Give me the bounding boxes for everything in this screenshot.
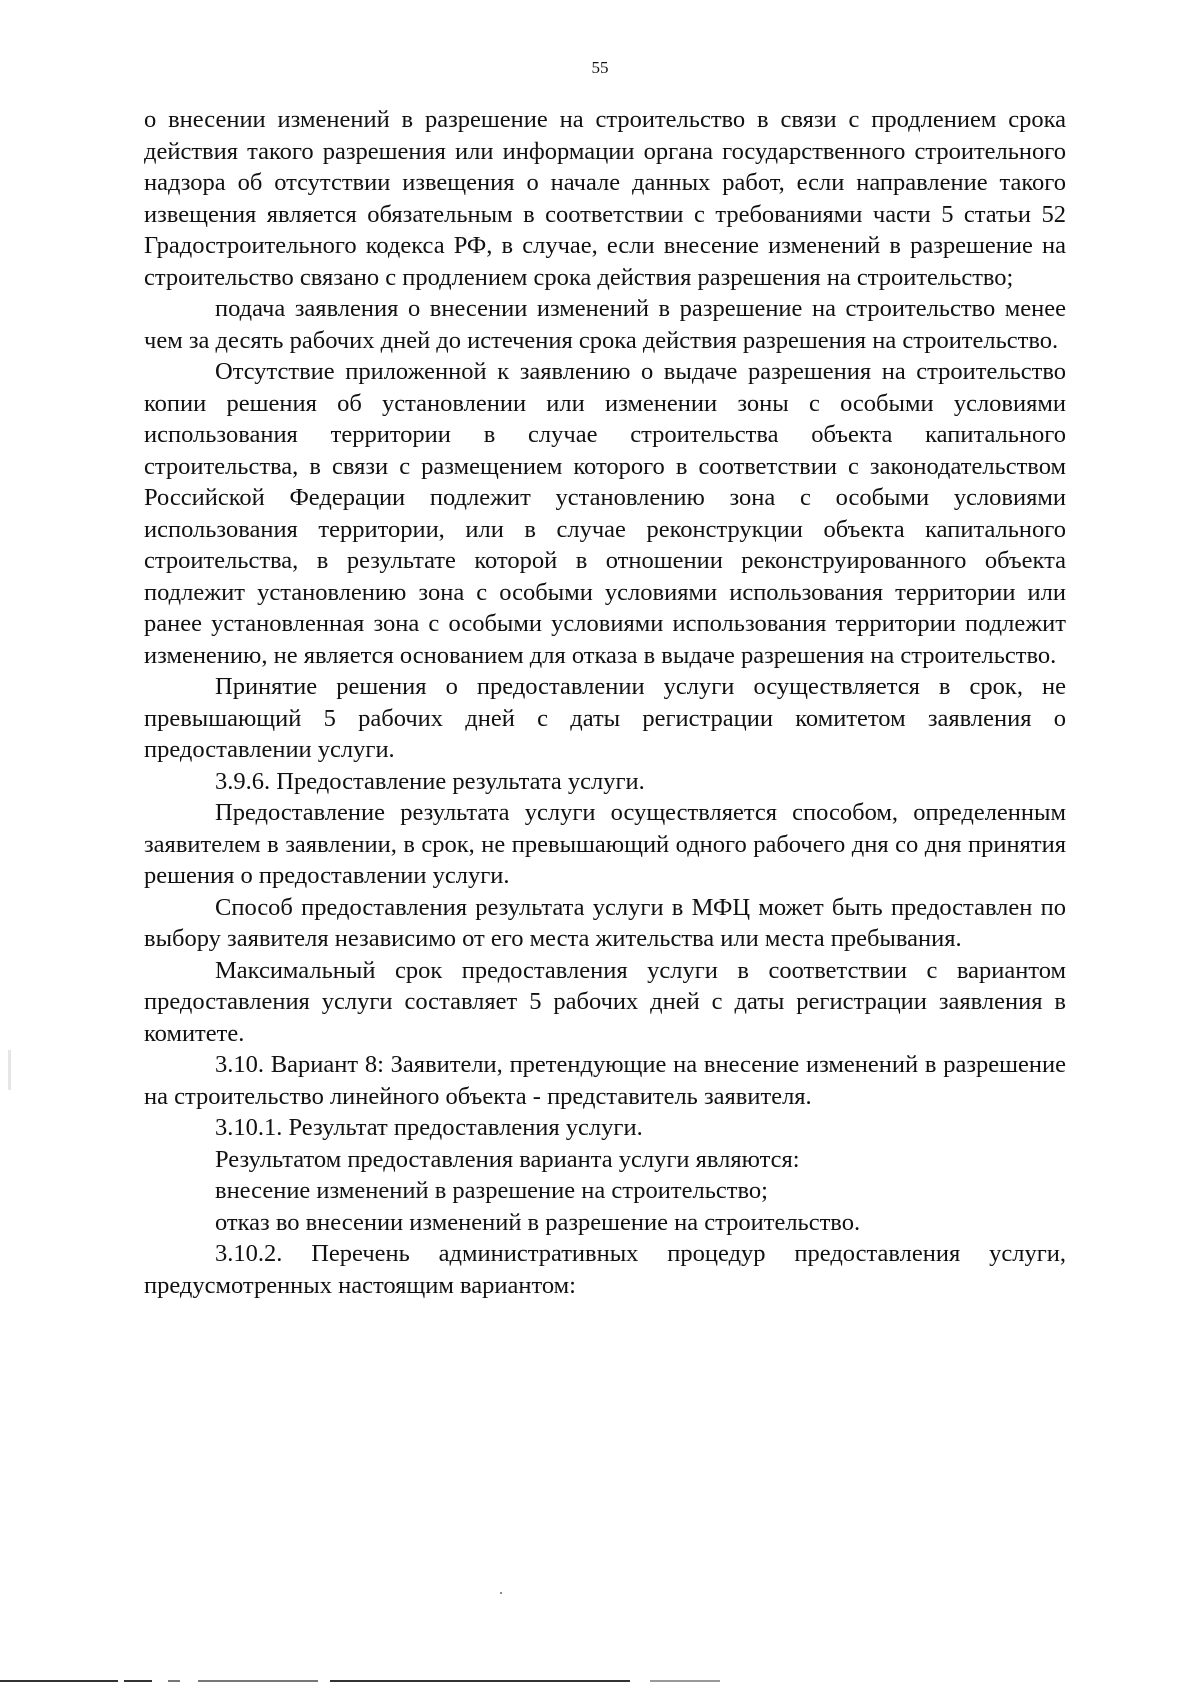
scan-line-segment — [330, 1680, 630, 1682]
scan-line-segment — [650, 1680, 720, 1682]
paragraph: 3.10. Вариант 8: Заявители, претендующие на внесение изменений в разрешение на строительство линейного объекта - представитель заявителя. — [144, 1051, 1066, 1110]
paragraph: Принятие решения о предоставлении услуги осуществляется в срок, не превышающий 5 рабочих дней с даты регистрации комитетом заявления о предоставлении услуги. — [144, 673, 1066, 763]
paragraph: Предоставление результата услуги осуществляется способом, определенным заявителем в заявлении, в срок, не превышающий одного рабочего дня со дня принятия решения о предоставлении услуги. — [144, 799, 1066, 889]
section-heading: 3.10.1. Результат предоставления услуги. — [215, 1114, 643, 1141]
scan-line-segment — [124, 1680, 152, 1682]
paragraph: Результатом предоставления варианта услуги являются: — [215, 1145, 800, 1173]
paragraph: Максимальный срок предоставления услуги в соответствии с вариантом предоставления услуги составляет 5 рабочих дней с даты регистрации заявления в комитете. — [144, 956, 1066, 1047]
paragraph: подача заявления о внесении изменений в разрешение на строительство менее чем за десять рабочих дней до истечения срока действия разрешения на строительство. — [144, 295, 1066, 354]
scan-line-segment — [198, 1680, 318, 1682]
page-number: 55 — [591, 58, 609, 77]
document-body — [144, 104, 1066, 1301]
list-item: внесение изменений в разрешение на строительство; — [215, 1177, 768, 1204]
paragraph: Способ предоставления результата услуги в МФЦ может быть предоставлен по выбору заявителя независимо от его места жительства или места пребывания. — [144, 893, 1066, 952]
scan-edge-mark — [8, 1050, 11, 1090]
section-heading: 3.10.2. Перечень административных процедур предоставления услуги, предусмотренных настоящим вариантом: — [144, 1240, 1066, 1299]
paragraph-continuation: о внесении изменений в разрешение на строительство в связи с продлением срока действия такого разрешения или информации органа государственного строительного надзора об отсутствии извещения о начале данных работ, если направление такого извещения является обязательным в соответствии с требованиями части 5 статьи 52 Градостроительного кодекса РФ, в случае, если внесение изменений в разрешение на строительство связано с продлением срока действия разрешения на строительство; — [144, 106, 1066, 291]
scan-speck — [500, 1592, 502, 1594]
scan-line-segment — [0, 1680, 118, 1682]
paragraph: Отсутствие приложенной к заявлению о выдаче разрешения на строительство копии решения об установлении или изменении зоны с особыми условиями использования территории в случае строительства объекта капитального строительства, в связи с размещением которого в соответствии с законодательством Российской Федерации подлежит установлению зона с особыми условиями использования территории, или в случае реконструкции объекта капитального строительства, в результате которой в отношении реконструированного объекта подлежит установлению зона с особыми условиями использования территории или ранее установленная зона с особыми условиями использования территории подлежит изменению, не является основанием для отказа в выдаче разрешения на строительство. — [144, 358, 1066, 669]
scan-bottom-artifact — [0, 1678, 1200, 1684]
list-item: отказ во внесении изменений в разрешение на строительство. — [215, 1208, 861, 1236]
section-heading: 3.9.6. Предоставление результата услуги. — [215, 767, 645, 795]
scan-line-segment — [168, 1680, 180, 1682]
